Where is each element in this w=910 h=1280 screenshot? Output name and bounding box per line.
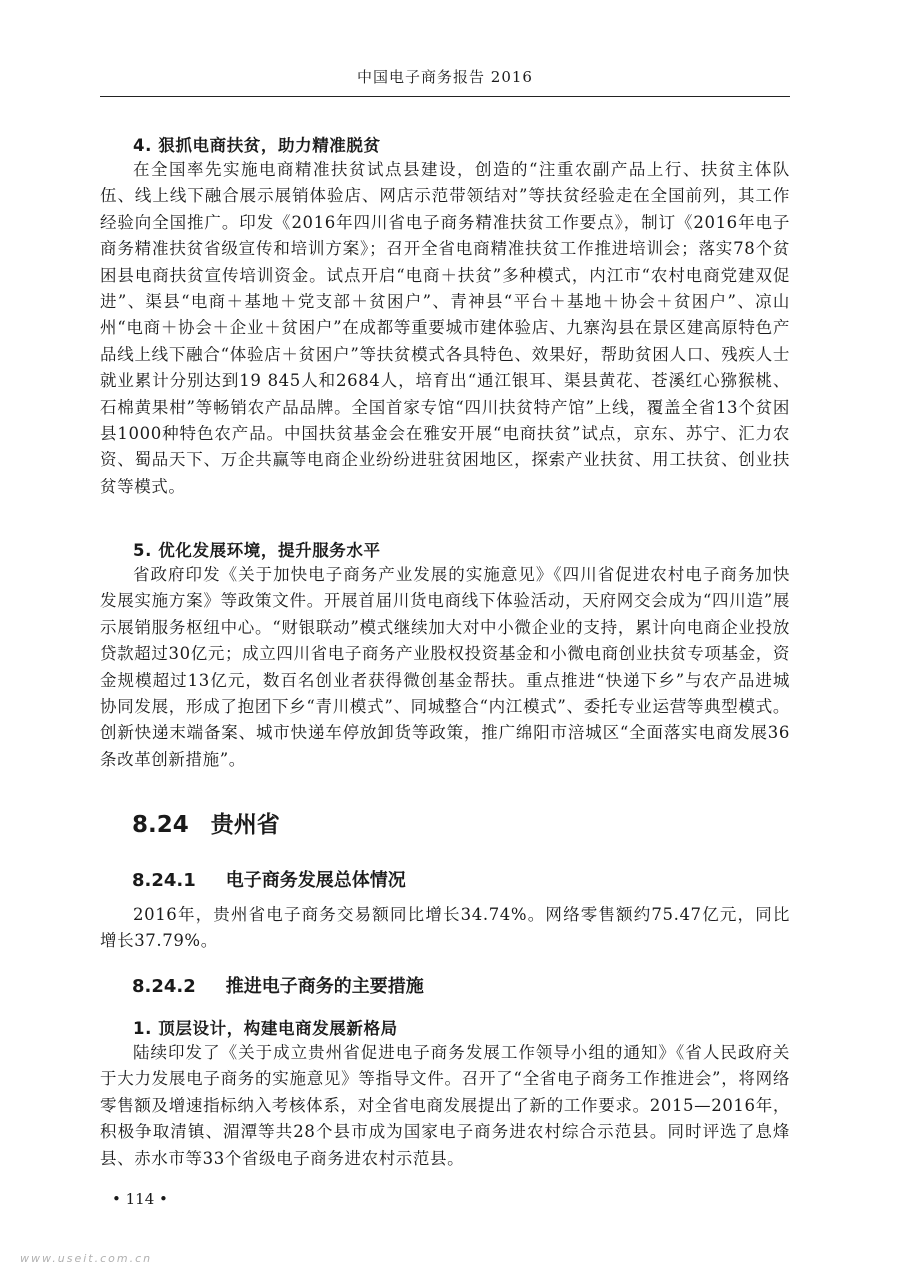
paragraph-top-level-design: 陆续印发了《关于成立贵州省促进电子商务发展工作领导小组的通知》《省人民政府关于大力发展电子商务的实施意见》等指导文件。召开了“全省电子商务工作推进会”，将网络零售额及增速指标纳入考核体系，对全省电商发展提出了新的工作要求。2015—2016年，积极争取清镇、湄潭等共28个县市成为国家电子商务进农村综合示范县。同时评选了息烽县、赤水市等33个省级电子商务进农村示范县。 (100, 1043, 790, 1168)
section-number: 8.24 (132, 812, 189, 838)
paragraph-overview: 2016年，贵州省电子商务交易额同比增长34.74%。网络零售额约75.47亿元，同比增长37.79%。 (100, 905, 790, 951)
section-title: 电子商务发展总体情况 (225, 870, 406, 891)
running-header: 中国电子商务报告 2016 (357, 68, 533, 86)
section-heading-8-24-2 (132, 972, 424, 998)
paragraph-environment: 省政府印发《关于加快电子商务产业发展的实施意见》《四川省促进农村电子商务加快发展实施方案》等政策文件。开展首届川货电商线下体验活动，天府网交会成为“四川造”展示展销服务枢纽中心。“财银联动”模式继续加大对中小微企业的支持，累计向电商企业投放贷款超过30亿元；成立四川省电子商务产业股权投资基金和小微电商创业扶贫专项基金，资金规模超过13亿元，数百名创业者获得微创基金帮扶。重点推进“快递下乡”与农产品进城协同发展，形成了抱团下乡“青川模式”、同城整合“内江模式”、委托专业运营等典型模式。创新快递末端备案、城市快递车停放卸货等政策，推广绵阳市涪城区“全面落实电商发展36条改革创新措施”。 (100, 565, 790, 769)
section-title: 推进电子商务的主要措施 (225, 976, 424, 997)
subsection-heading-5: 5. 优化发展环境，提升服务水平 (133, 541, 381, 560)
section-number: 8.24.1 (132, 870, 196, 891)
paragraph-poverty-alleviation: 在全国率先实施电商精准扶贫试点县建设，创造的“注重农副产品上行、扶贫主体队伍、线上线下融合展示展销体验店、网店示范带领结对”等扶贫经验走在全国前列，其工作经验向全国推广。印发《2016年四川省电子商务精准扶贫工作要点》，制订《2016年电子商务精准扶贫省级宣传和培训方案》；召开全省电商精准扶贫工作推进培训会；落实78个贫困县电商扶贫宣传培训资金。试点开启“电商＋扶贫”多种模式，内江市“农村电商党建双促进”、渠县“电商＋基地＋党支部＋贫困户”、青神县“平台＋基地＋协会＋贫困户”、凉山州“电商＋协会＋企业＋贫困户”在成都等重要城市建体验店、九寨沟县在景区建高原特色产品线上线下融合“体验店＋贫困户”等扶贫模式各具特色、效果好，帮助贫困人口、残疾人士就业累计分别达到19 845人和2684人，培育出“通江银耳、渠县黄花、苍溪红心猕猴桃、石棉黄果柑”等畅销农产品品牌。全国首家专馆“四川扶贫特产馆”上线，覆盖全省13个贫困县1000种特色农产品。中国扶贫基金会在雅安开展“电商扶贫”试点，京东、苏宁、汇力农资、蜀品天下、万企共赢等电商企业纷纷进驻贫困地区，探索产业扶贫、用工扶贫、创业扶贫等模式。 (100, 160, 790, 496)
section-number: 8.24.2 (132, 976, 196, 997)
page-number: • 114 • (112, 1190, 168, 1208)
header-rule (100, 96, 790, 97)
watermark: www.useit.com.cn (20, 1252, 153, 1265)
subsection-heading-1: 1. 顶层设计，构建电商发展新格局 (133, 1019, 398, 1038)
section-heading-8-24 (132, 806, 280, 839)
section-title: 贵州省 (210, 812, 280, 838)
subsection-heading-4: 4. 狠抓电商扶贫，助力精准脱贫 (133, 136, 381, 155)
section-heading-8-24-1 (132, 866, 406, 892)
